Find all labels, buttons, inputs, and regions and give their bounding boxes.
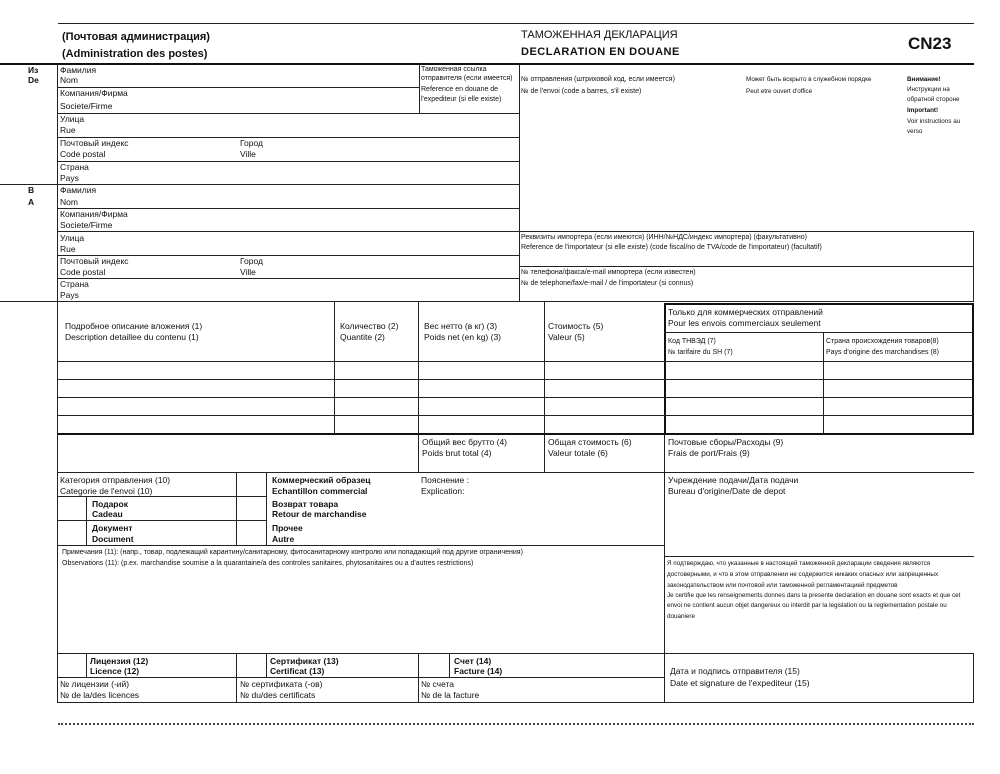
sender-street-fr: Rue xyxy=(60,125,76,135)
commercial-fr: Pour les envois commerciaux seulement xyxy=(668,318,821,328)
sender-country-fr: Pays xyxy=(60,173,79,183)
value-ru: Стоимость (5) xyxy=(548,321,604,331)
cert-l1: Я подтверждаю, что указанные в настоящей таможенной декларации сведения являются xyxy=(667,560,931,567)
sender-postcode-fr: Code postal xyxy=(60,149,106,159)
hs-ru: Код ТНВЭД (7) xyxy=(668,338,716,345)
observations-fr: Observations (11): (p.ex. marchandise soumise a la quarantaine/a des controles sanitaires, phytosanitaires ou a d'autres restrictions) xyxy=(62,560,474,567)
addressee-name-fr: Nom xyxy=(60,197,78,207)
notice-5: Voir instructions au xyxy=(907,118,961,125)
return-ru: Возврат товара xyxy=(272,499,339,509)
cert-fr: Certificat (13) xyxy=(270,666,325,676)
licence-no-ru: № лицензии (-ий) xyxy=(60,679,130,689)
sender-street-ru: Улица xyxy=(60,114,85,124)
importer-ref-fr: Reference de l'importateur (si elle existe) (code fiscal/no de TVA/code de l'importateur) (facultatif) xyxy=(521,244,822,251)
addressee-city-ru: Город xyxy=(240,256,263,266)
sender-city-ru: Город xyxy=(240,138,263,148)
invoice-no-fr: № de la facture xyxy=(421,690,480,700)
addressee-label-ru: В xyxy=(28,185,35,195)
cert-l2: достоверными, и что в этом отправлении не содержится никаких опасных или запрещенных xyxy=(667,571,939,578)
origin-fr: Pays d'origine des marchandises (8) xyxy=(826,349,940,356)
addressee-label-fr: A xyxy=(28,197,35,207)
postal-fr: Frais de port/Frais (9) xyxy=(668,448,750,458)
sender-name-ru: Фамилия xyxy=(60,65,97,75)
cert-l4: Je certifie que les renseignements donnes dans la presente declaration en douane sont exacts et que cet xyxy=(667,592,961,599)
value-fr: Valeur (5) xyxy=(548,332,585,342)
explain-fr: Explication: xyxy=(421,486,465,496)
cert-no-fr: № du/des certificats xyxy=(240,690,316,700)
notice-2: Инструкции на xyxy=(907,86,950,93)
sample-fr: Echantillon commercial xyxy=(272,486,368,496)
licence-no-fr: № de la/des licences xyxy=(60,690,140,700)
office-ru: Учреждение подачи/Дата подачи xyxy=(668,475,799,485)
licence-ru: Лицензия (12) xyxy=(90,656,149,666)
qty-ru: Количество (2) xyxy=(340,321,399,331)
item-no-fr: № de l'envoi (code a barres, s'il existe) xyxy=(521,88,642,95)
postal-ru: Почтовые сборы/Расходы (9) xyxy=(668,437,784,447)
customs-ref-4: l'expediteur (si elle existe) xyxy=(421,96,502,103)
cut-line xyxy=(58,723,974,725)
invoice-fr: Facture (14) xyxy=(454,666,503,676)
total-fr: Valeur totale (6) xyxy=(548,448,608,458)
cert-l6: douaniere xyxy=(667,613,696,620)
sample-ru: Коммерческий образец xyxy=(272,475,371,485)
addressee-country-ru: Страна xyxy=(60,279,89,289)
qty-fr: Quantite (2) xyxy=(340,332,385,342)
top-rule xyxy=(0,63,974,65)
sender-postcode-ru: Почтовый индекс xyxy=(60,138,129,148)
sender-city-fr: Ville xyxy=(240,149,256,159)
doc-ru: Документ xyxy=(92,523,133,533)
doc-fr: Document xyxy=(92,534,134,544)
desc-fr: Description detaillee du contenu (1) xyxy=(65,332,199,342)
customs-ref-1: Таможенная ссылка xyxy=(421,66,487,73)
item-no-ru: № отправления (штриховой код, если имеется) xyxy=(521,76,675,83)
addressee-postcode-ru: Почтовый индекс xyxy=(60,256,129,266)
gift-ru: Подарок xyxy=(92,499,128,509)
explain-ru: Пояснение : xyxy=(421,475,470,485)
importer-phone-ru: № телефона/факса/e-mail импортера (если известен) xyxy=(521,269,696,276)
gross-fr: Poids brut total (4) xyxy=(422,448,492,458)
sender-label-ru: Из xyxy=(28,65,39,75)
notice-1: Внимание! xyxy=(907,76,941,83)
commercial-ru: Только для коммерческих отправлений xyxy=(668,307,823,317)
gift-fr: Cadeau xyxy=(92,509,123,519)
open-fr: Peut etre ouvert d'office xyxy=(746,88,813,95)
customs-ref-2: отправителя (если имеется) xyxy=(421,75,513,82)
category-ru: Категория отправления (10) xyxy=(60,475,171,485)
notice-4: Important! xyxy=(907,107,939,114)
weight-ru: Вес нетто (в кг) (3) xyxy=(424,321,498,331)
addressee-city-fr: Ville xyxy=(240,267,256,277)
sign-ru: Дата и подпись отправителя (15) xyxy=(670,666,800,676)
licence-fr: Licence (12) xyxy=(90,666,140,676)
cert-l5: envoi ne contient aucun objet dangereux ou interdit par la legislation ou la reglementation postale ou xyxy=(667,602,947,609)
addressee-company-fr: Societe/Firme xyxy=(60,220,113,230)
addressee-company-ru: Компания/Фирма xyxy=(60,209,128,219)
cert-ru: Сертификат (13) xyxy=(270,656,339,666)
weight-fr: Poids net (en kg) (3) xyxy=(424,332,502,342)
notice-3: обратной стороне xyxy=(907,96,960,103)
importer-ref-ru: Реквизиты импортера (если имеются) (ИНН/№НДС/индекс импортера) (факультативно) xyxy=(521,234,807,241)
addressee-street-ru: Улица xyxy=(60,233,85,243)
cert-no-ru: № сертификата (-ов) xyxy=(240,679,323,689)
title-ru: ТАМОЖЕННАЯ ДЕКЛАРАЦИЯ xyxy=(521,29,678,41)
admin-ru: (Почтовая администрация) xyxy=(62,31,210,43)
sender-name-fr: Nom xyxy=(60,75,78,85)
customs-ref-3: Reference en douane de xyxy=(421,86,499,93)
admin-fr: (Administration des postes) xyxy=(62,48,208,60)
cert-l3: законодательством или почтовой или таможенной регламентацией предметов xyxy=(667,582,898,589)
notice-6: verso xyxy=(907,128,923,135)
origin-ru: Страна происхождения товаров(8) xyxy=(826,338,939,345)
desc-ru: Подробное описание вложения (1) xyxy=(65,321,203,331)
addressee-name-ru: Фамилия xyxy=(60,185,97,195)
total-ru: Общая стоимость (6) xyxy=(548,437,632,447)
return-fr: Retour de marchandise xyxy=(272,509,367,519)
other-fr: Autre xyxy=(272,534,295,544)
open-ru: Может быть вскрыто в служебном порядке xyxy=(746,76,872,83)
hs-fr: № tarifaire du SH (7) xyxy=(668,349,733,356)
addressee-postcode-fr: Code postal xyxy=(60,267,106,277)
form-code: CN23 xyxy=(908,34,952,53)
invoice-ru: Счет (14) xyxy=(454,656,492,666)
office-fr: Bureau d'origine/Date de depot xyxy=(668,486,786,496)
sender-label-fr: De xyxy=(28,75,39,85)
sign-fr: Date et signature de l'expediteur (15) xyxy=(670,678,810,688)
sender-company-ru: Компания/Фирма xyxy=(60,88,128,98)
addressee-country-fr: Pays xyxy=(60,290,79,300)
gross-ru: Общий вес брутто (4) xyxy=(422,437,508,447)
importer-phone-fr: № de telephone/fax/e-mail / de l'importateur (si connus) xyxy=(521,280,694,287)
title-fr: DECLARATION EN DOUANE xyxy=(521,46,680,58)
observations-ru: Примечания (11): (напр., товар, подлежащий карантину/санитарному, фитосанитарному контролю или попадающий под другие ограничения) xyxy=(62,549,523,556)
sender-country-ru: Страна xyxy=(60,162,89,172)
other-ru: Прочее xyxy=(272,523,303,533)
invoice-no-ru: № счета xyxy=(421,679,455,689)
category-fr: Categorie de l'envoi (10) xyxy=(60,486,153,496)
addressee-street-fr: Rue xyxy=(60,244,76,254)
sender-company-fr: Societe/Firme xyxy=(60,101,113,111)
